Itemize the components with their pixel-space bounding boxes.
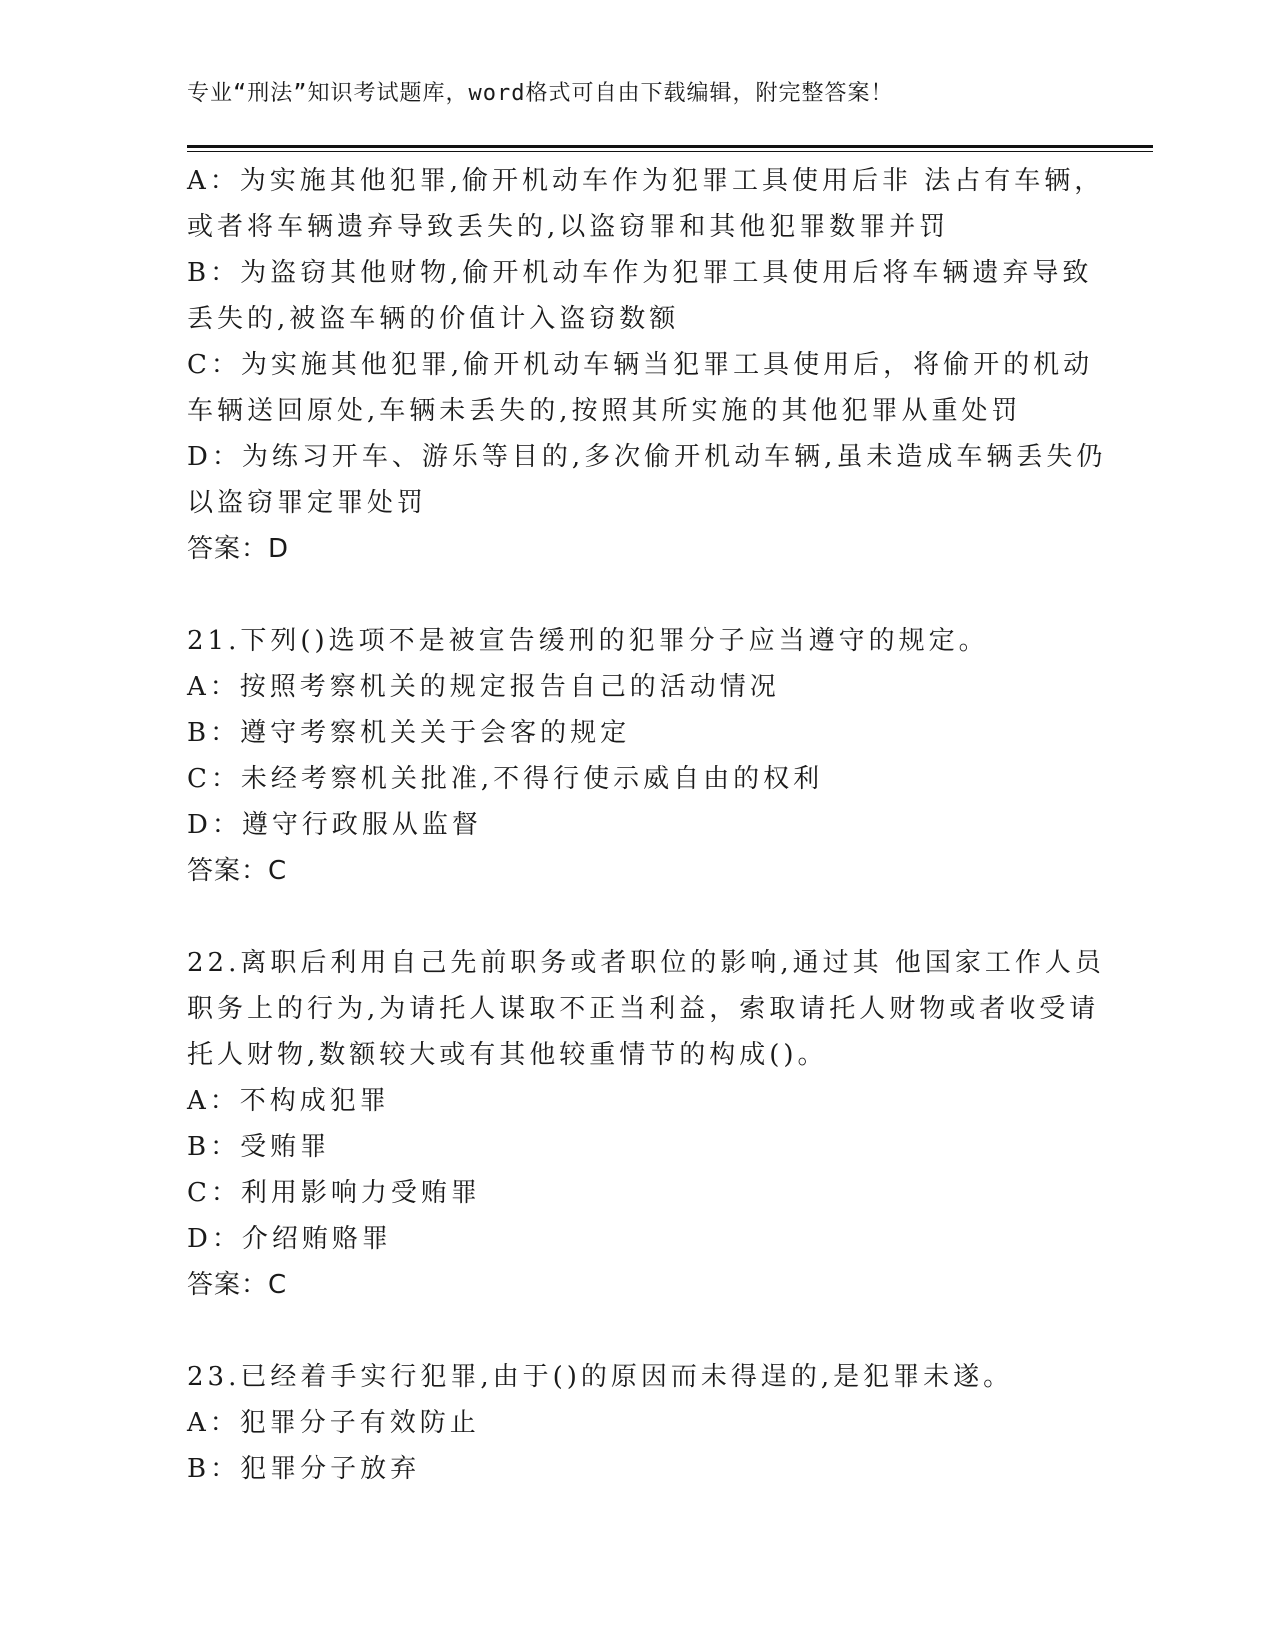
option-d: D：介绍贿赂罪 bbox=[187, 1224, 392, 1254]
spacer bbox=[187, 894, 1077, 940]
spacer bbox=[187, 572, 1077, 618]
option-d-line-1: D：为练习开车、游乐等目的,多次偷开机动车辆,虽未造成车辆丢失仍 bbox=[187, 442, 1107, 472]
question-stem: 23.已经着手实行犯罪,由于()的原因而未得逞的,是犯罪未遂。 bbox=[187, 1362, 1014, 1392]
option-a: A：按照考察机关的规定报告自己的活动情况 bbox=[187, 672, 780, 702]
question-block-21 bbox=[187, 618, 1077, 894]
option-a: A：犯罪分子有效防止 bbox=[187, 1408, 480, 1438]
question-block-20 bbox=[187, 158, 1107, 572]
option-b-line-1: B：为盗窃其他财物,偷开机动车作为犯罪工具使用后将车辆遗弃导致 bbox=[187, 258, 1093, 288]
option-c: C：未经考察机关批准,不得行使示威自由的权利 bbox=[187, 764, 824, 794]
question-stem-line-1: 22.离职后利用自己先前职务或者职位的影响,通过其 他国家工作人员 bbox=[187, 948, 1105, 978]
option-d: D：遵守行政服从监督 bbox=[187, 810, 482, 840]
option-b-line-2: 丢失的,被盗车辆的价值计入盗窃数额 bbox=[187, 304, 680, 334]
option-b: B：受贿罪 bbox=[187, 1132, 331, 1162]
option-a: A：不构成犯罪 bbox=[187, 1086, 390, 1116]
question-stem-line-3: 托人财物,数额较大或有其他较重情节的构成()。 bbox=[187, 1040, 828, 1070]
page-header: 专业“刑法”知识考试题库，word格式可自由下载编辑，附完整答案！ bbox=[187, 81, 894, 106]
answer-label: 答案：C bbox=[187, 856, 288, 886]
option-d-line-2: 以盗窃罪定罪处罚 bbox=[187, 488, 428, 518]
option-b: B：遵守考察机关关于会客的规定 bbox=[187, 718, 631, 748]
option-a-line-1: A：为实施其他犯罪,偷开机动车作为犯罪工具使用后非 法占有车辆， bbox=[187, 166, 1105, 196]
option-c: C：利用影响力受贿罪 bbox=[187, 1178, 481, 1208]
header-divider bbox=[187, 145, 1153, 152]
document-body bbox=[187, 158, 1107, 1492]
question-block-22 bbox=[187, 940, 1105, 1308]
spacer bbox=[187, 1308, 1077, 1354]
option-c-line-1: C：为实施其他犯罪,偷开机动车辆当犯罪工具使用后，将偷开的机动 bbox=[187, 350, 1094, 380]
option-a-line-2: 或者将车辆遗弃导致丢失的,以盗窃罪和其他犯罪数罪并罚 bbox=[187, 212, 950, 242]
answer-label: 答案：C bbox=[187, 1270, 288, 1300]
question-block-23 bbox=[187, 1354, 1077, 1492]
question-stem: 21.下列()选项不是被宣告缓刑的犯罪分子应当遵守的规定。 bbox=[187, 626, 989, 656]
question-stem-line-2: 职务上的行为,为请托人谋取不正当利益，索取请托人财物或者收受请 bbox=[187, 994, 1100, 1024]
option-c-line-2: 车辆送回原处,车辆未丢失的,按照其所实施的其他犯罪从重处罚 bbox=[187, 396, 1022, 426]
answer-label: 答案：D bbox=[187, 534, 290, 564]
option-b: B：犯罪分子放弃 bbox=[187, 1454, 421, 1484]
